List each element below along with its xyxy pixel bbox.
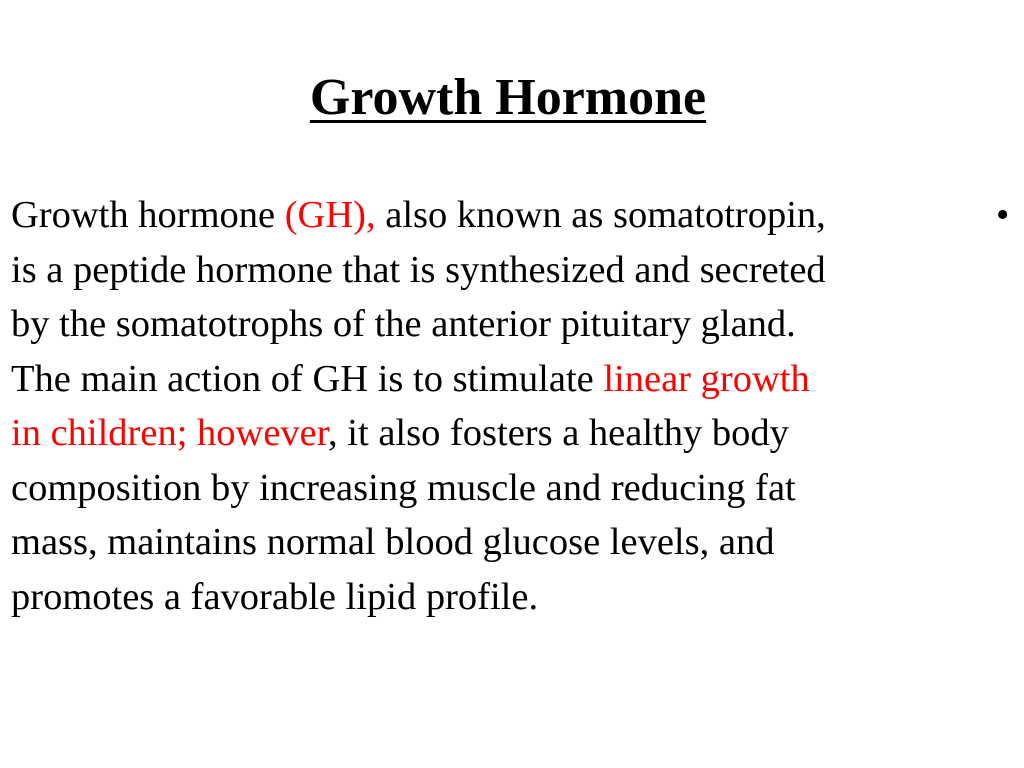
slide-title-text: Growth Hormone [309,69,707,126]
text-run: , it also fosters a healthy body [328,412,789,454]
highlighted-text: in children; however [11,412,329,454]
paragraph-line: composition by increasing muscle and reducing fat [11,466,796,509]
text-run: The main action of GH is to stimulate [11,357,604,400]
paragraph-line: promotes a favorable lipid profile. [11,575,539,618]
body-paragraph [11,188,991,624]
paragraph-line: by the somatotrophs of the anterior pituitary gland. [11,303,796,345]
paragraph-line: mass, maintains normal blood glucose levels, and [11,521,775,563]
slide-title [0,66,1016,130]
highlighted-text: linear growth [603,357,810,400]
paragraph-line [11,406,991,461]
paragraph-line [11,352,991,407]
paragraph-line [11,188,991,243]
text-run: also known as somatotropin, [375,194,826,236]
paragraph-line: is a peptide hormone that is synthesized and secreted [11,248,826,291]
text-run: Growth hormone [11,194,285,236]
highlighted-text: (GH), [284,194,376,236]
bullet-marker: • [996,194,1010,236]
